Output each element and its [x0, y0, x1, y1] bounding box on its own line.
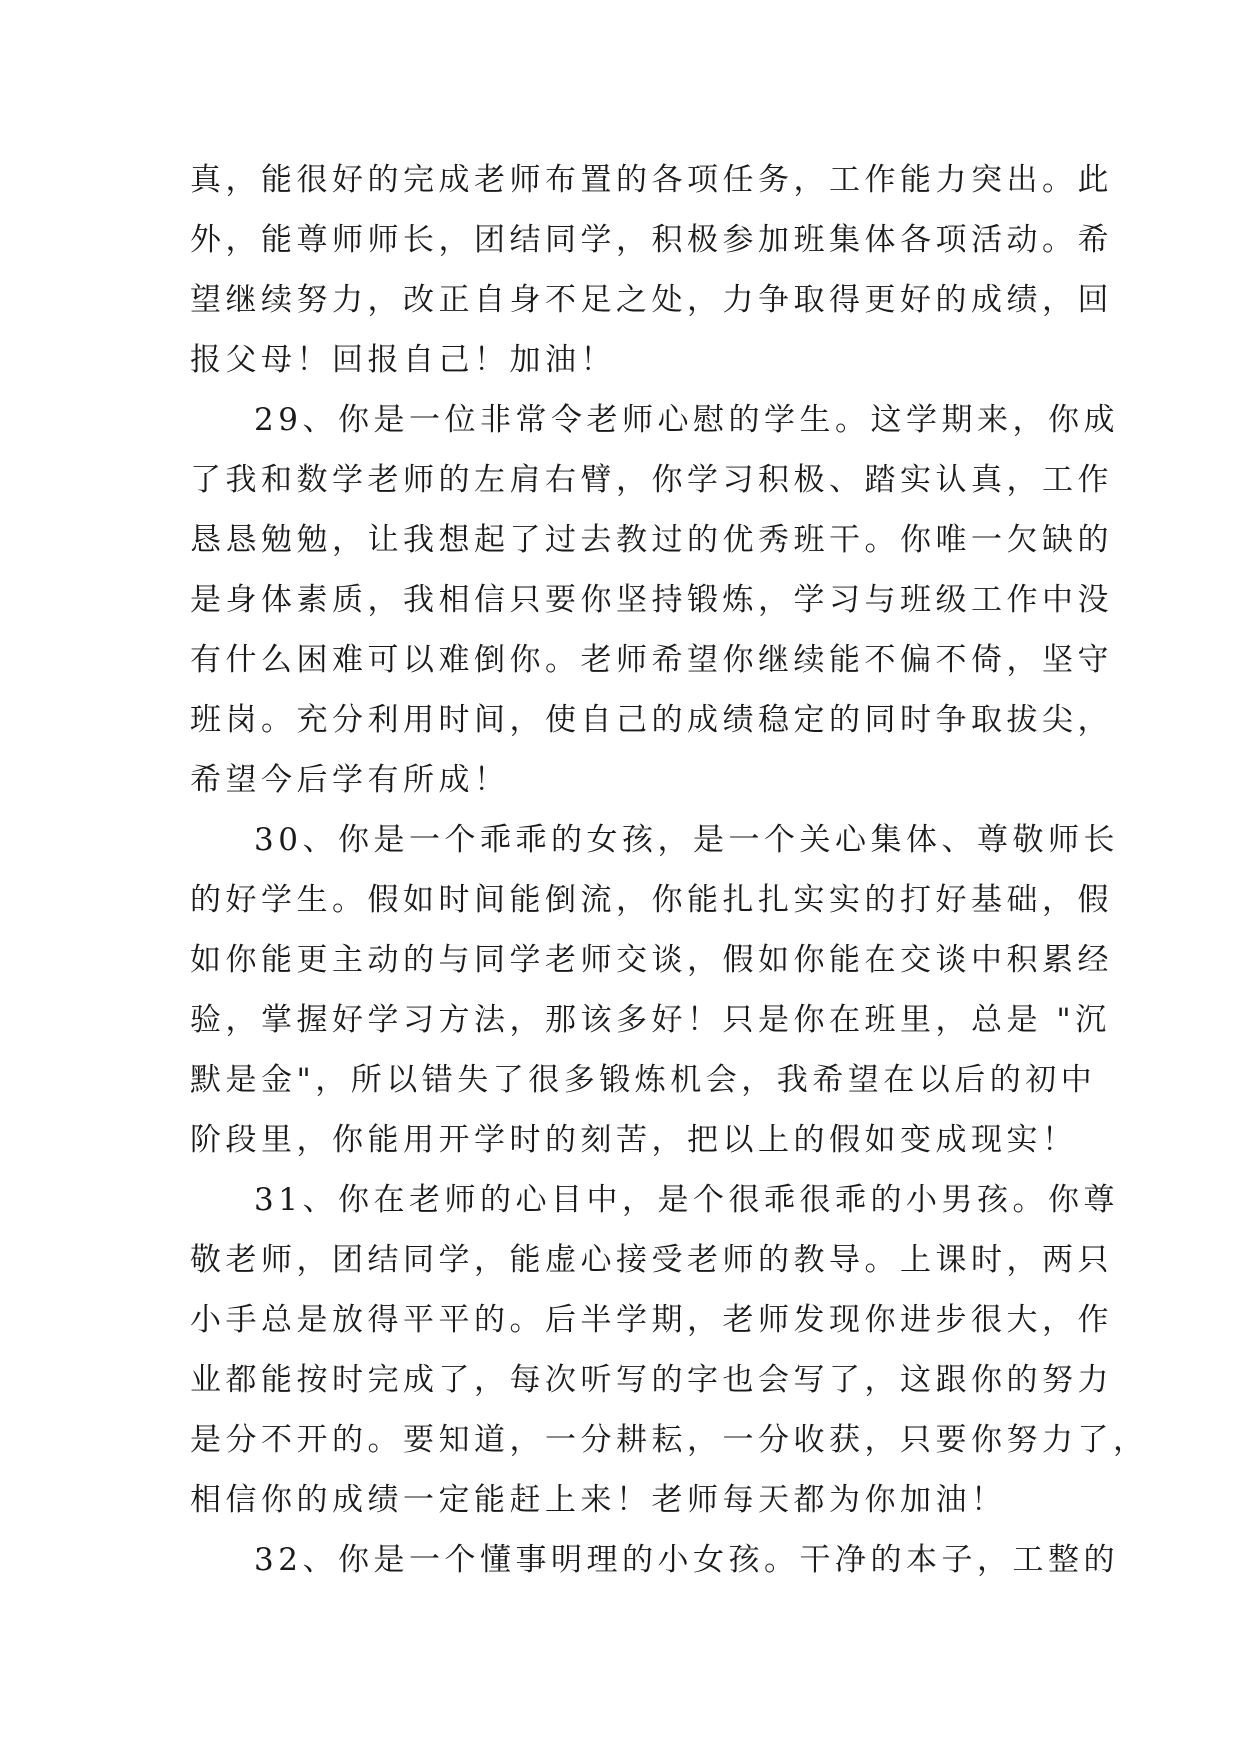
text-line: 敬老师，团结同学，能虚心接受老师的教导。上课时，两只 [190, 1242, 1113, 1278]
text-line: 恳恳勉勉，让我想起了过去教过的优秀班干。你唯一欠缺的 [190, 522, 1113, 558]
text-line: 业都能按时完成了，每次听写的字也会写了，这跟你的努力 [190, 1362, 1113, 1398]
text-line: 了我和数学老师的左肩右臂，你学习积极、踏实认真，工作 [190, 462, 1113, 498]
text-line: 的好学生。假如时间能倒流，你能扎扎实实的打好基础，假 [190, 882, 1113, 918]
paragraph-32-first-line: 32、你是一个懂事明理的小女孩。干净的本子，工整的 [254, 1542, 1119, 1578]
document-body [190, 150, 1149, 1590]
text-line: 相信你的成绩一定能赶上来！老师每天都为你加油！ [190, 1482, 1007, 1518]
text-line: 报父母！回报自己！加油！ [190, 342, 616, 378]
text-line: 有什么困难可以难倒你。老师希望你继续能不偏不倚，坚守 [190, 642, 1113, 678]
text-line: 默是金"，所以错失了很多锻炼机会，我希望在以后的初中 [190, 1062, 1097, 1098]
text-line: 阶段里，你能用开学时的刻苦，把以上的假如变成现实！ [190, 1122, 1078, 1158]
paragraph-29-first-line: 29、你是一位非常令老师心慰的学生。这学期来，你成 [254, 402, 1119, 438]
text-line: 验，掌握好学习方法，那该多好！只是你在班里，总是 "沉 [190, 1002, 1111, 1038]
paragraph-30-first-line: 30、你是一个乖乖的女孩，是一个关心集体、尊敬师长 [254, 822, 1119, 858]
text-line: 如你能更主动的与同学老师交谈，假如你能在交谈中积累经 [190, 942, 1113, 978]
text-line: 班岗。充分利用时间，使自己的成绩稳定的同时争取拔尖， [190, 702, 1113, 738]
text-line: 外，能尊师师长，团结同学，积极参加班集体各项活动。希 [190, 222, 1113, 258]
text-line: 是分不开的。要知道，一分耕耘，一分收获，只要你努力了， [190, 1422, 1149, 1458]
text-line: 望继续努力，改正自身不足之处，力争取得更好的成绩，回 [190, 282, 1113, 318]
text-line: 真，能很好的完成老师布置的各项任务，工作能力突出。此 [190, 162, 1113, 198]
text-line: 小手总是放得平平的。后半学期，老师发现你进步很大，作 [190, 1302, 1113, 1338]
text-line: 是身体素质，我相信只要你坚持锻炼，学习与班级工作中没 [190, 582, 1113, 618]
text-line: 希望今后学有所成！ [190, 762, 510, 798]
paragraph-31-first-line: 31、你在老师的心目中，是个很乖很乖的小男孩。你尊 [254, 1182, 1119, 1218]
